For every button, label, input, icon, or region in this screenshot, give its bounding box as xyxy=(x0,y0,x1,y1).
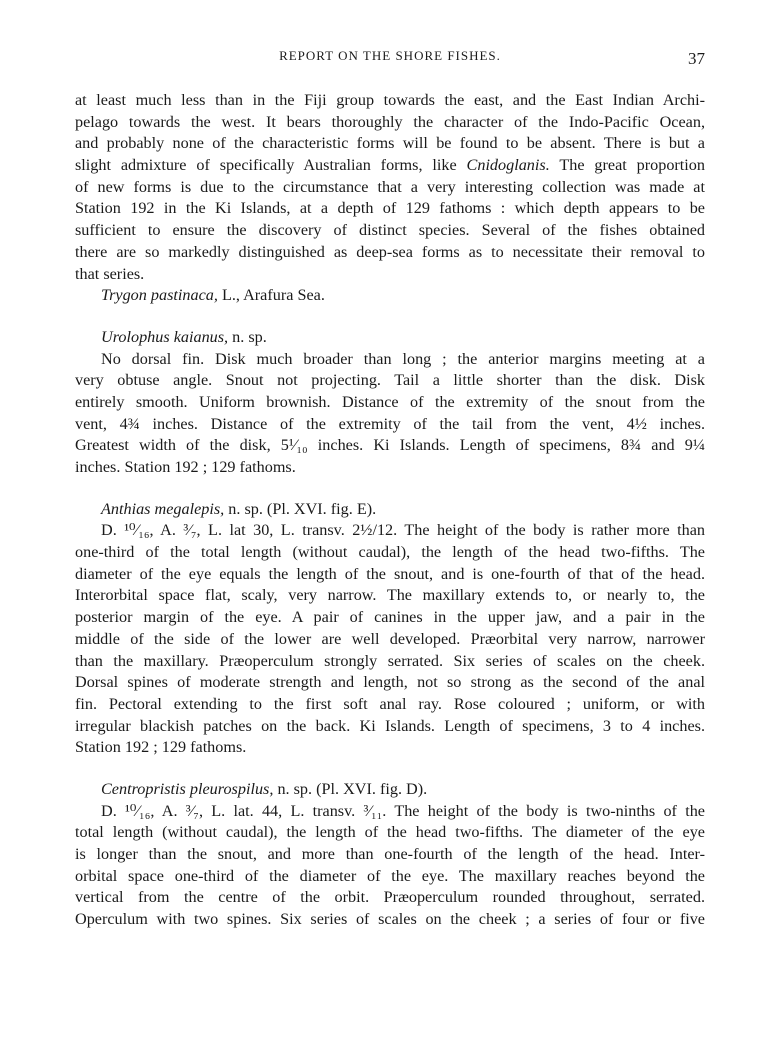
description-line: is longer than the snout, and more than one-fourth of the length of the head. Inter- xyxy=(75,845,705,863)
description-line: Station 192 ; 129 fathoms. xyxy=(75,738,247,757)
page-body xyxy=(75,90,705,931)
description-line: posterior margin of the eye. A pair of canines in the upper jaw, and a pair in the xyxy=(75,608,705,627)
description-line: fin. Pectoral extending to the first soft anal ray. Rose coloured ; uniform, or with xyxy=(75,694,705,713)
species-name: Urolophus kaianus, xyxy=(101,327,229,346)
species-name: Anthias megalepis, xyxy=(101,499,225,518)
intro-line: at least much less than in the Fiji group towards the east, and the East Indian Archi- xyxy=(75,91,705,109)
description-line: vent, 4¾ inches. Distance of the extremity of the tail from the vent, 4½ inches. xyxy=(75,414,705,433)
intro-line: pelago towards the west. It bears thoroughly the character of the Indo-Pacific Ocean, xyxy=(75,112,705,131)
description-line: Greatest width of the disk, 5¹⁄₁₀ inches. Ki Islands. Length of specimens, 8¾ and 9¼ xyxy=(75,436,705,455)
intro-line: there are so markedly distinguished as deep-sea forms as to necessitate their removal to xyxy=(75,242,705,261)
species-name: Centropristis pleurospilus, xyxy=(101,779,274,798)
intro-text: slight admixture of specifically Australian forms, like xyxy=(75,156,457,175)
species-heading xyxy=(75,779,705,801)
species-name: Trygon pastinaca, xyxy=(101,286,218,305)
intro-line: and probably none of the characteristic forms will be found to be absent. There is but a xyxy=(75,134,705,153)
description-line: Operculum with two spines. Six series of scales on the cheek ; a series of four or five xyxy=(75,910,705,929)
description-line: very obtuse angle. Snout not projecting. Tail a little shorter than the disk. Disk xyxy=(75,371,705,390)
species-info: n. sp. (Pl. XVI. fig. D). xyxy=(277,779,428,798)
description-line: No dorsal fin. Disk much broader than long ; the anterior margins meeting at a xyxy=(101,349,705,368)
species-info: n. sp. xyxy=(232,327,267,346)
description-line: D. ¹⁰⁄₁₆, A. ³⁄₇, L. lat 30, L. transv. 2½/12. The height of the body is rather more than xyxy=(101,521,705,540)
description-line: one-third of the total length (without caudal), the length of the head two-fifths. The xyxy=(75,543,705,562)
running-title: REPORT ON THE SHORE FISHES. xyxy=(279,48,501,63)
species-heading xyxy=(75,327,705,349)
species-info: n. sp. (Pl. XVI. fig. E). xyxy=(228,499,377,518)
description-line: irregular blackish patches on the back. Ki Islands. Length of specimens, 3 to 4 inches. xyxy=(75,716,705,735)
description-line: diameter of the eye equals the length of the snout, and is one-fourth of that of the head. xyxy=(75,564,705,583)
description-line: Interorbital space flat, scaly, very narrow. The maxillary extends to, or nearly to, the xyxy=(75,586,705,605)
description-line: vertical from the centre of the orbit. Præoperculum rounded throughout, serrated. xyxy=(75,888,705,907)
description-line: orbital space one-third of the diameter of the eye. The maxillary reaches beyond the xyxy=(75,866,705,885)
intro-text: The great proportion xyxy=(559,156,705,175)
page-number: 37 xyxy=(688,49,705,68)
intro-line xyxy=(75,155,705,177)
species-heading xyxy=(75,285,705,307)
description-line: middle of the side of the lower are well developed. Præorbital very narrow, narrower xyxy=(75,629,705,648)
intro-line: Station 192 in the Ki Islands, at a depth of 129 fathoms : which depth appears to be xyxy=(75,199,705,218)
genus-name: Cnidoglanis. xyxy=(466,156,550,175)
intro-line: of new forms is due to the circumstance that a very interesting collection was made at xyxy=(75,177,705,196)
species-info: L., Arafura Sea. xyxy=(221,286,325,305)
description-line: D. ¹⁰⁄₁₆, A. ³⁄₇, L. lat. 44, L. transv. ³⁄₁₁. The height of the body is two-ninths of the xyxy=(101,801,705,820)
description-line: total length (without caudal), the length of the head two-fifths. The diameter of the eye xyxy=(75,823,705,842)
description-line: Dorsal spines of moderate strength and length, not so strong as the second of the anal xyxy=(75,673,705,692)
intro-line: that series. xyxy=(75,264,145,283)
description-line: inches. Station 192 ; 129 fathoms. xyxy=(75,458,296,476)
species-heading xyxy=(75,499,705,521)
description-line: than the maxillary. Præoperculum strongly serrated. Six series of scales on the cheek. xyxy=(75,651,705,670)
intro-line: sufficient to ensure the discovery of distinct species. Several of the fishes obtained xyxy=(75,221,705,240)
description-line: entirely smooth. Uniform brownish. Distance of the extremity of the snout from the xyxy=(75,392,705,411)
